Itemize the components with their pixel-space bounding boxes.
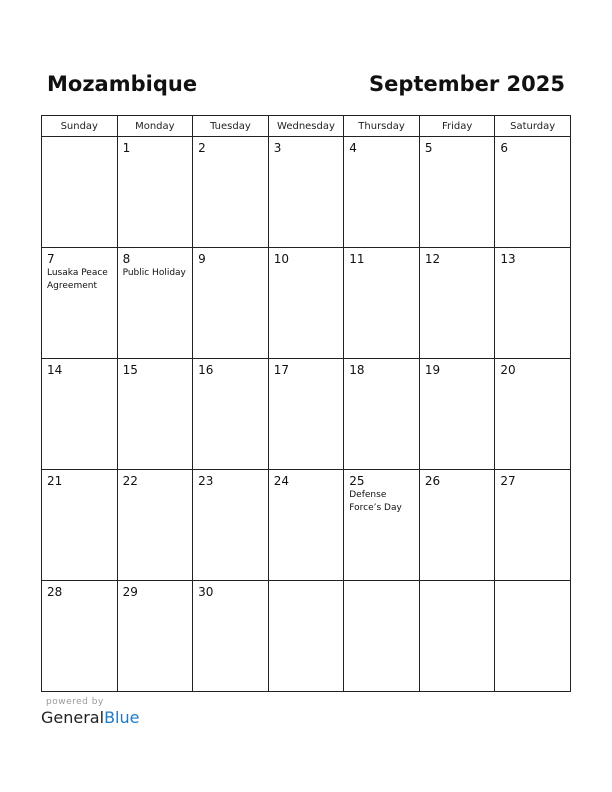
day-cell[interactable] (117, 248, 193, 359)
day-number: 5 (424, 141, 433, 155)
day-number: 14 (47, 363, 63, 377)
day-cell[interactable] (42, 248, 118, 359)
day-cell[interactable] (495, 359, 571, 470)
logo-general-text: General (41, 708, 105, 727)
powered-by-text: powered by (46, 697, 104, 707)
generalblue-logo[interactable] (41, 708, 139, 728)
calendar-week-row (42, 137, 571, 248)
holiday-label: Defense Force’s Day (349, 490, 402, 513)
day-cell[interactable] (344, 137, 420, 248)
day-cell (419, 581, 495, 692)
calendar-grid (41, 115, 571, 692)
calendar-week-row (42, 581, 571, 692)
day-cell[interactable] (268, 359, 344, 470)
day-number: 30 (198, 585, 214, 599)
day-number: 25 (349, 474, 365, 488)
calendar-week-row (42, 359, 571, 470)
calendar-title-country: Mozambique (47, 72, 198, 96)
day-number: 11 (349, 252, 365, 266)
weekday-monday: Monday (117, 116, 193, 137)
day-number: 12 (424, 252, 441, 266)
day-cell[interactable] (117, 137, 193, 248)
day-number: 1 (122, 141, 131, 155)
day-cell[interactable] (268, 137, 344, 248)
day-number: 27 (500, 474, 516, 488)
day-cell[interactable] (495, 137, 571, 248)
day-cell[interactable] (42, 581, 118, 692)
day-cell[interactable] (268, 470, 344, 581)
day-number: 3 (273, 141, 282, 155)
day-number: 8 (122, 252, 131, 266)
day-cell[interactable] (268, 248, 344, 359)
day-number: 7 (47, 252, 55, 266)
day-cell[interactable] (419, 248, 495, 359)
day-number: 13 (500, 252, 516, 266)
weekday-row (42, 116, 571, 137)
day-number: 26 (424, 474, 441, 488)
day-number: 24 (273, 474, 289, 488)
day-cell[interactable] (419, 137, 495, 248)
day-cell[interactable] (419, 359, 495, 470)
holiday-label: Public Holiday (122, 268, 186, 278)
day-cell[interactable] (42, 359, 118, 470)
weekday-tuesday: Tuesday (193, 116, 269, 137)
day-number: 21 (47, 474, 63, 488)
day-number: 23 (198, 474, 214, 488)
calendar-weeks (42, 137, 571, 692)
day-number: 9 (198, 252, 206, 266)
day-number: 4 (349, 141, 357, 155)
day-cell[interactable] (117, 359, 193, 470)
day-number: 6 (500, 141, 509, 155)
day-cell[interactable] (193, 137, 269, 248)
day-cell[interactable] (495, 470, 571, 581)
calendar-week-row (42, 470, 571, 581)
day-cell[interactable] (42, 470, 118, 581)
day-number: 29 (122, 585, 138, 599)
holiday-label: Lusaka Peace Agreement (47, 268, 108, 291)
day-cell[interactable] (117, 470, 193, 581)
day-number: 17 (273, 363, 289, 377)
day-number: 15 (122, 363, 138, 377)
day-cell (344, 581, 420, 692)
day-cell[interactable] (193, 359, 269, 470)
day-cell[interactable] (193, 581, 269, 692)
day-cell[interactable] (344, 359, 420, 470)
day-number: 16 (198, 363, 214, 377)
day-number: 28 (47, 585, 63, 599)
weekday-saturday: Saturday (495, 116, 571, 137)
weekday-sunday: Sunday (42, 116, 118, 137)
weekday-wednesday: Wednesday (268, 116, 344, 137)
weekday-header (42, 116, 571, 137)
calendar-week-row (42, 248, 571, 359)
day-number: 20 (500, 363, 516, 377)
day-cell[interactable] (193, 470, 269, 581)
day-cell[interactable] (419, 470, 495, 581)
day-cell[interactable] (495, 248, 571, 359)
day-number: 18 (349, 363, 365, 377)
day-number: 10 (273, 252, 289, 266)
day-number: 2 (198, 141, 206, 155)
weekday-friday: Friday (419, 116, 495, 137)
weekday-thursday: Thursday (344, 116, 420, 137)
logo-blue-text: Blue (104, 708, 140, 727)
day-cell[interactable] (344, 470, 420, 581)
day-cell (268, 581, 344, 692)
day-number: 19 (424, 363, 441, 377)
calendar-title-month: September 2025 (369, 72, 565, 96)
day-cell (42, 137, 118, 248)
day-cell[interactable] (117, 581, 193, 692)
day-cell[interactable] (344, 248, 420, 359)
day-number: 22 (122, 474, 138, 488)
day-cell[interactable] (193, 248, 269, 359)
day-cell (495, 581, 571, 692)
